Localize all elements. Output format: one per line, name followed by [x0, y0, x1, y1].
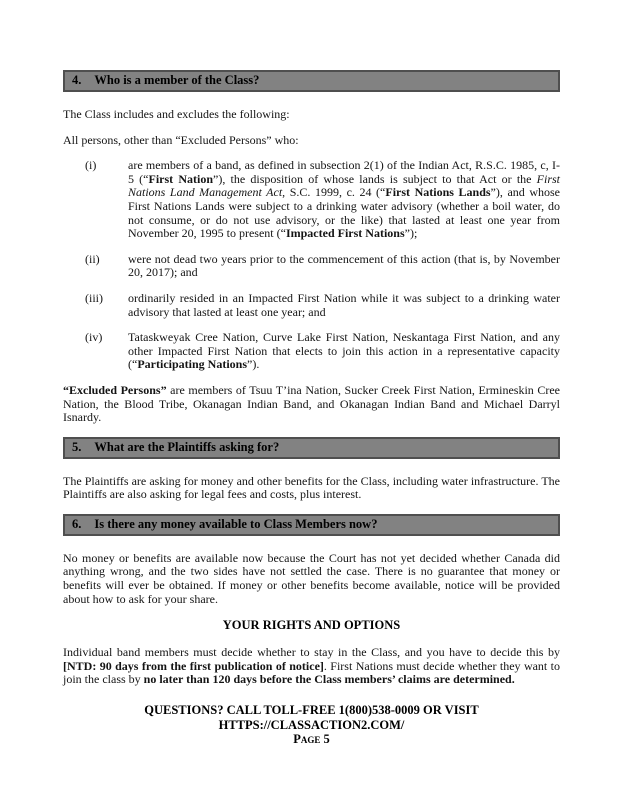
text-segment-bold: [NTD: 90 days from the first publication of notice] — [63, 658, 324, 673]
list-item-text — [128, 253, 560, 280]
section-number: 6. — [72, 516, 82, 531]
text-segment: were not dead two years prior to the commencement of this action (that is, by November 20, 2017); and — [128, 251, 560, 280]
text-segment: Individual band members must decide whether to stay in the Class, and you have to decide this by — [63, 645, 560, 660]
paragraph-all-persons: All persons, other than “Excluded Persons” who: — [63, 132, 299, 147]
section-header-who-is-member — [63, 70, 560, 92]
text-segment-bold: Participating Nations — [137, 357, 247, 372]
text-segment-bold: First Nation — [148, 171, 214, 186]
list-item-ii — [63, 253, 560, 280]
text-segment: Tataskweyak Cree Nation, Curve Lake First Nation, Neskantaga First Nation, and any other Impacted First Nation that elects to join this action in a representative capacity (“ — [128, 330, 560, 372]
paragraph-rights-deadlines — [63, 646, 560, 687]
list-item-iv — [63, 331, 560, 372]
text-segment: ”); — [404, 226, 418, 241]
footer-questions-line: QUESTIONS? CALL TOLL-FREE 1(800)538-0009 OR VISIT — [144, 703, 479, 718]
paragraph-plaintiffs-asking: The Plaintiffs are asking for money and other benefits for the Class, including water infrastructure. The Plaintiffs are also asking for legal fees and costs, plus interest. — [63, 473, 560, 502]
text-segment: are members of Tsuu T’ina Nation, Sucker Creek First Nation, Ermineskin Cree Nation, the Blood Tribe, Okanagan Indian Band, and Okanagan Indian Band and Michael Darryl Isnardy. — [63, 382, 560, 425]
section-title: What are the Plaintiffs asking for? — [94, 439, 280, 454]
list-item-text — [128, 159, 560, 241]
page-footer — [63, 703, 560, 747]
rights-and-options-heading: YOUR RIGHTS AND OPTIONS — [222, 618, 401, 633]
footer-page-number: Page 5 — [293, 732, 330, 747]
text-segment: ”), and whose First Nations Lands were subject to a drinking water advisory (whether a boil water, do not consume, or do not use advisory, or the like) that lasted at least one year from November 20, 1995 to present (“ — [128, 185, 561, 241]
paragraph-class-includes: The Class includes and excludes the following: — [63, 107, 290, 121]
section-number: 4. — [72, 73, 82, 87]
section-header-plaintiffs-asking — [63, 437, 560, 459]
section-number: 5. — [72, 439, 82, 454]
footer-url-line: HTTPS://CLASSACTION2.COM/ — [218, 717, 405, 732]
text-segment-bold: First Nations Lands — [385, 185, 491, 200]
list-item-text — [128, 292, 560, 319]
list-marker: (ii) — [85, 251, 100, 266]
section-title: Is there any money available to Class Members now? — [94, 516, 378, 531]
text-segment-bold: “Excluded Persons” — [63, 382, 167, 397]
text-segment: . First Nations must decide whether they want to join the class by — [63, 658, 560, 687]
paragraph-no-money: No money or benefits are available now because the Court has not yet decided whether Canada did anything wrong, and the two sides have not settled the case. There is no guarantee that money or benefits will ever be obtained. If money or other benefits become available, notice will be provided about how to ask for your share. — [63, 550, 560, 606]
list-item-i — [63, 159, 560, 241]
text-segment: are members of a band, as defined in subsection 2(1) of the Indian Act, R.S.C. 1985, c, I-5 (“ — [128, 158, 560, 186]
list-item-text — [128, 331, 560, 372]
list-marker: (iii) — [85, 290, 103, 305]
paragraph-excluded-persons — [63, 384, 560, 425]
text-segment-italic: First Nations Land Management Act — [128, 171, 561, 200]
text-segment: ”). — [247, 357, 260, 372]
list-marker: (iv) — [85, 330, 103, 345]
text-segment: , S.C. 1999, c. 24 (“ — [282, 185, 386, 200]
text-segment: ”), the disposition of whose lands is subject to that Act or the — [213, 171, 537, 186]
section-header-money-available — [63, 514, 560, 536]
text-segment-bold: no later than 120 days before the Class members’ claims are determined. — [143, 672, 515, 687]
list-marker: (i) — [85, 158, 97, 173]
text-segment-bold: Impacted First Nations — [285, 226, 405, 241]
text-segment: ordinarily resided in an Impacted First Nation while it was subject to a drinking water advisory that lasted at least one year; and — [128, 290, 560, 319]
section-title: Who is a member of the Class? — [94, 73, 260, 87]
list-item-iii — [63, 292, 560, 319]
